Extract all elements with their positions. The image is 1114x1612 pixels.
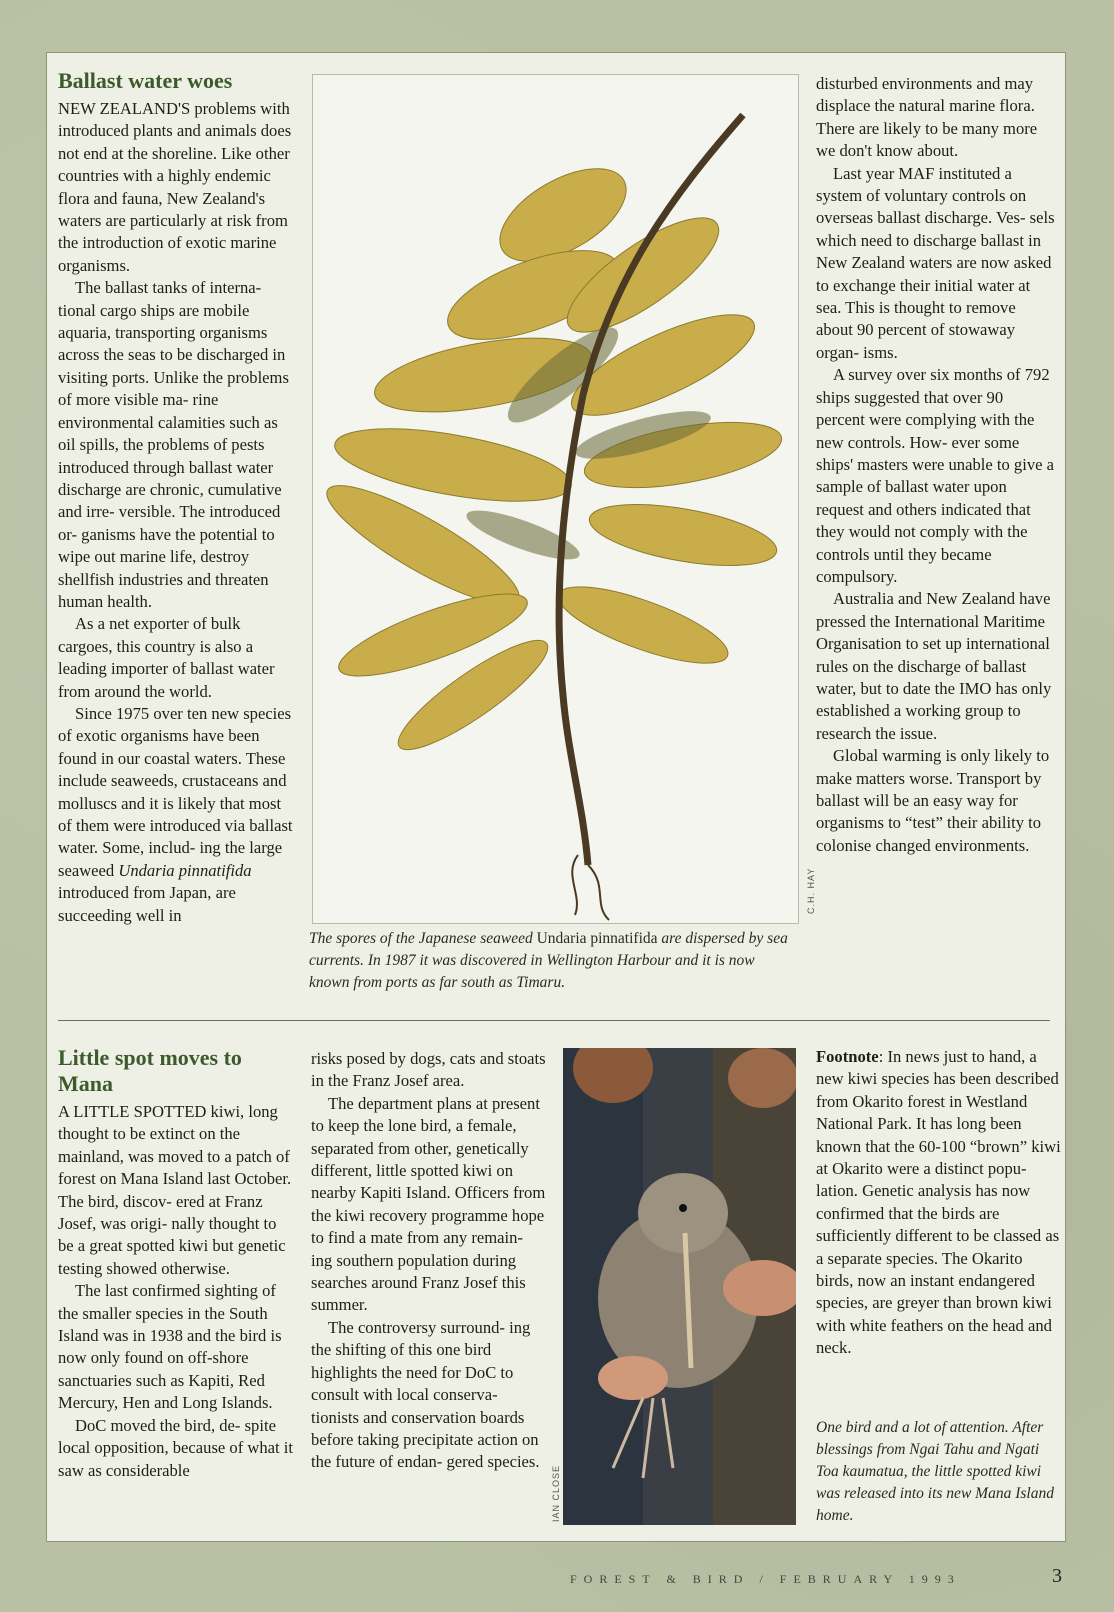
- article2-column2: [311, 1048, 547, 1474]
- photo-credit: IAN CLOSE: [551, 1464, 561, 1522]
- seaweed-illustration: [313, 75, 800, 925]
- footnote-label: Footnote: [816, 1047, 879, 1066]
- page-number: 3: [1052, 1565, 1062, 1587]
- article2-column1: [58, 1045, 294, 1482]
- article2-paragraph: The controversy surround- ing the shifting of this one bird highlights the need for DoC to consult with local conserva- tionists and conservation boards before taking precipitate action on the future of endan- gered species.: [311, 1317, 540, 1472]
- article2-paragraph: The department plans at present to keep the lone bird, a female, separated from other, genetically different, little spotted kiwi on nearby Kapiti Island. Officers from the kiwi recovery programme hope to find a mate from any remain- ing southern population during searches around Franz Josef this summer.: [311, 1093, 546, 1315]
- article1-paragraph: Global warming is only likely to make matters worse. Transport by ballast will be an easy way for organisms to “test” their ability to colonise changed environments.: [816, 746, 1050, 855]
- article1-paragraph: NEW ZEALAND'S problems with introduced plants and animals does not end at the shoreline. Like other countries with a highly endemic flora and fauna, New Zealand's waters are particularly at risk from the introduction of exotic marine organisms.: [58, 99, 292, 275]
- article1-paragraph: A survey over six months of 792 ships suggested that over 90 percent were complying with the new controls. How- ever some ships' masters were unable to give a sample of ballast water upon request and others indicated that they would not comply with the controls until they became compulsory.: [816, 365, 1055, 586]
- kiwi-photo: [563, 1048, 796, 1525]
- footnote-text: : In news just to hand, a new kiwi species has been described from Okarito forest in Westland National Park. It has long been known that the 60-100 “brown” kiwi at Okarito were a distinct popu- lation. Genetic analysis has now confirmed that the birds are sufficiently different to be classed as a separate species. The Okarito birds, now an instant endangered species, are greyer than brown kiwi with white feathers on the head and neck.: [816, 1047, 1061, 1358]
- article2-title: Little spot moves to Mana: [58, 1045, 242, 1096]
- article1-paragraph-tail: introduced from Japan, are succeeding well in: [58, 883, 236, 925]
- article1-paragraph: Last year MAF instituted a system of voluntary controls on overseas ballast discharge. Ves- sels which need to discharge ballast in New Zealand waters are now asked to exchange their initial water at sea. This is thought to remove about 90 percent of stowaway organ- isms.: [816, 163, 1055, 362]
- caption-text: The spores of the Japanese seaweed: [309, 930, 533, 947]
- article1-paragraph: [58, 703, 294, 927]
- seaweed-caption: [309, 928, 791, 994]
- article1-paragraph-text: Since 1975 over ten new species of exotic organisms have been found in our coastal waters. These include seaweeds, crustaceans and molluscs and it is likely that most of them were introduced via ballast water. Some, includ- ing the large seaweed: [58, 703, 293, 880]
- article2-paragraph: risks posed by dogs, cats and stoats in the Franz Josef area.: [311, 1049, 546, 1091]
- article2-paragraph: DoC moved the bird, de- spite local opposition, because of what it saw as considerable: [58, 1415, 294, 1480]
- article1-paragraph: disturbed environments and may displace the natural marine flora. There are likely to be many more we don't know about.: [816, 74, 1038, 161]
- caption-species: Undaria pinnatifida: [536, 930, 658, 947]
- section-divider: [58, 1020, 1050, 1021]
- photo-credit: C.H. HAY: [806, 867, 816, 914]
- article2-column3: [816, 1046, 1062, 1360]
- article1-title: Ballast water woes: [58, 68, 233, 93]
- article1-column3: [816, 73, 1056, 857]
- article2-paragraph: A LITTLE SPOTTED kiwi, long thought to be extinct on the mainland, was moved to a patch of forest on Mana Island last October. The bird, discov- ered at Franz Josef, was origi- nally thought to be a great spotted kiwi but genetic testing showed otherwise.: [58, 1102, 292, 1278]
- article1-paragraph: Australia and New Zealand have pressed the International Maritime Organisation to set up international rules on the discharge of ballast water, but to date the IMO has only established a working group to research the issue.: [816, 589, 1052, 743]
- kiwi-caption: One bird and a lot of attention. After blessings from Ngai Tahu and Ngati Toa kaumatua, the little spotted kiwi was released into its new Mana Island home.: [816, 1419, 1054, 1524]
- caption-text: are dispersed by sea currents. In 1987 it was discovered in Wellington Harbour and it is now known from ports as far south as Timaru.: [309, 930, 788, 991]
- publication-footer: FOREST & BIRD / FEBRUARY 1993: [570, 1572, 961, 1586]
- article1-paragraph: The ballast tanks of interna- tional cargo ships are mobile aquaria, transporting organisms across the seas to be discharged in visiting ports. Unlike the problems of more visible ma- rine environmental calamities such as oil spills, the problems of pests introduced through ballast water discharge are chronic, cumulative and irre- versible. The introduced or- ganisms have the potential to wipe out marine life, destroy shellfish industries and threaten human health.: [58, 278, 289, 611]
- article1-paragraph: As a net exporter of bulk cargoes, this country is also a leading importer of ballast water from around the world.: [58, 614, 275, 701]
- article2-paragraph: The last confirmed sighting of the smaller species in the South Island was in 1938 and the bird is now only found on off-shore sanctuaries such as Kapiti, Red Mercury, Hen and Long Islands.: [58, 1281, 282, 1413]
- kiwi-illustration: [563, 1048, 796, 1525]
- species-name: Undaria pinnatifida: [118, 860, 252, 880]
- footnote: [816, 1046, 1062, 1360]
- seaweed-photo: [312, 74, 799, 924]
- article1-column1: [58, 68, 294, 927]
